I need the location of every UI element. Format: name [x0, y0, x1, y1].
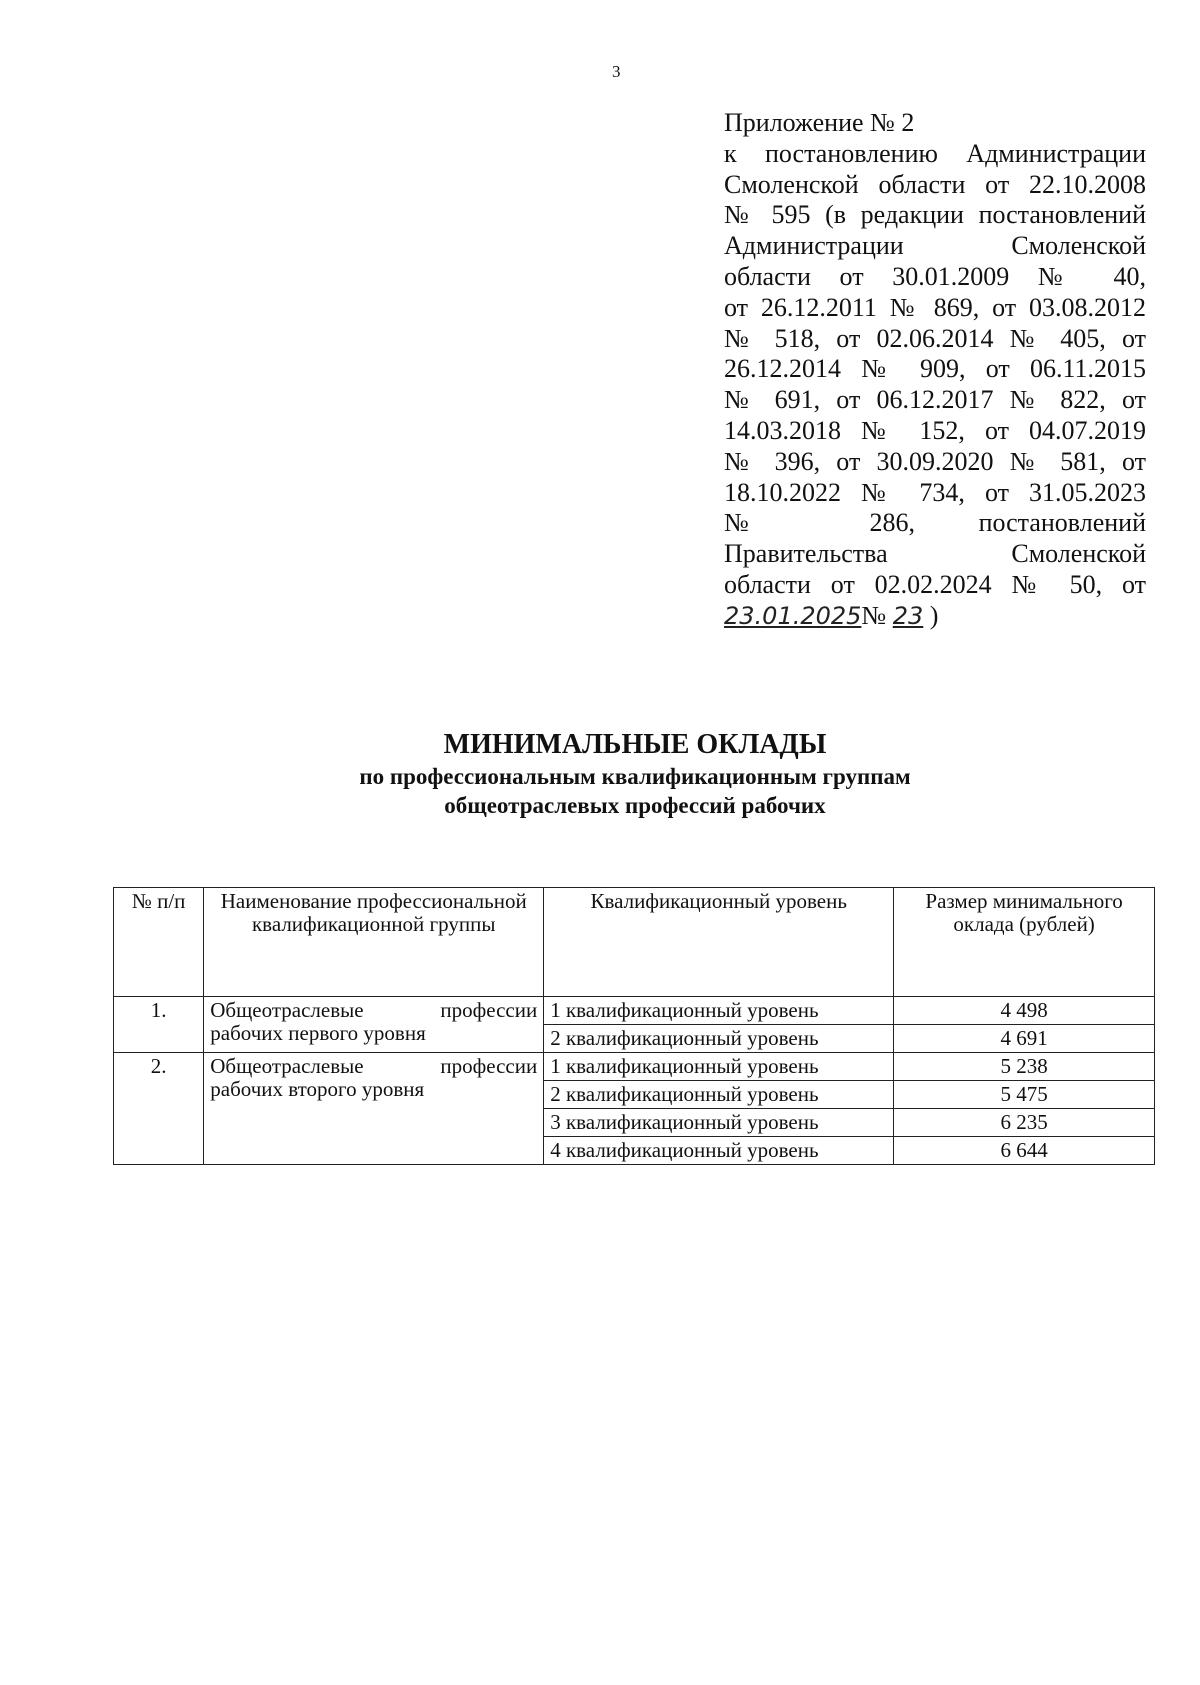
title-line-3: общеотраслевых профессий рабочих: [444, 793, 826, 818]
table-row: [114, 1053, 1155, 1081]
group-number: 2.: [114, 1053, 204, 1165]
appendix-line: № 691, от 06.12.2017 № 822, от: [724, 385, 1146, 415]
amount-cell: 6 235: [894, 1109, 1155, 1137]
header-amount: Размер минимального оклада (рублей): [894, 888, 1155, 997]
appendix-line: области от 02.02.2024 № 50, от: [724, 569, 1146, 599]
level-cell: 2 квалификационный уровень: [544, 1025, 894, 1053]
appendix-line: Правительства Смоленской: [724, 539, 1146, 569]
level-cell: 3 квалификационный уровень: [544, 1109, 894, 1137]
appendix-line: № 396, от 30.09.2020 № 581, от: [724, 446, 1146, 476]
table-header-row: [114, 888, 1155, 997]
header-group: Наименование профессиональной квалификационной группы: [204, 888, 544, 997]
appendix-line: от 26.12.2011 № 869, от 03.08.2012: [724, 292, 1146, 322]
appendix-line: к постановлению Администрации: [724, 138, 1146, 168]
header-num: № п/п: [114, 888, 204, 997]
appendix-line: области от 30.01.2009 № 40,: [724, 261, 1146, 291]
level-cell: 1 квалификационный уровень: [544, 997, 894, 1025]
header-level: Квалификационный уровень: [544, 888, 894, 997]
appendix-line: № 286, постановлений: [724, 508, 1146, 538]
appendix-line: 26.12.2014 № 909, от 06.11.2015: [724, 354, 1146, 384]
amount-cell: 5 238: [894, 1053, 1155, 1081]
amount-cell: 4 498: [894, 997, 1155, 1025]
amount-cell: 5 475: [894, 1081, 1155, 1109]
appendix-line: № 518, от 02.06.2014 № 405, от: [724, 323, 1146, 353]
page-number: 3: [612, 62, 621, 81]
appendix-line: Смоленской области от 22.10.2008: [724, 169, 1146, 199]
amount-cell: 4 691: [894, 1025, 1155, 1053]
amount-cell: 6 644: [894, 1137, 1155, 1165]
document-title: [0, 728, 1200, 820]
level-cell: 4 квалификационный уровень: [544, 1137, 894, 1165]
handwritten-date: 23.01.2025: [724, 601, 862, 630]
title-line-2: по профессиональным квалификационным группам: [359, 764, 911, 789]
salary-table: [113, 887, 1155, 1165]
appendix-line: Приложение № 2: [724, 108, 915, 137]
level-cell: 1 квалификационный уровень: [544, 1053, 894, 1081]
handwritten-number: 23: [892, 601, 924, 630]
closing-parenthesis: ): [929, 600, 939, 630]
title-main: МИНИМАЛЬНЫЕ ОКЛАДЫ: [443, 729, 827, 760]
appendix-last-line: [724, 601, 1146, 632]
number-sign: №: [861, 600, 887, 630]
appendix-line: 18.10.2022 № 734, от 31.05.2023: [724, 477, 1146, 507]
appendix-line: № 595 (в редакции постановлений: [724, 200, 1146, 230]
level-cell: 2 квалификационный уровень: [544, 1081, 894, 1109]
appendix-block: [724, 108, 1146, 632]
appendix-line: 14.03.2018 № 152, от 04.07.2019: [724, 415, 1146, 445]
table-row: [114, 997, 1155, 1025]
appendix-line: Администрации Смоленской: [724, 231, 1146, 261]
group-name: Общеотраслевые профессии рабочих второго уровня: [204, 1053, 544, 1165]
group-name: Общеотраслевые профессии рабочих первого уровня: [204, 997, 544, 1053]
group-number: 1.: [114, 997, 204, 1053]
